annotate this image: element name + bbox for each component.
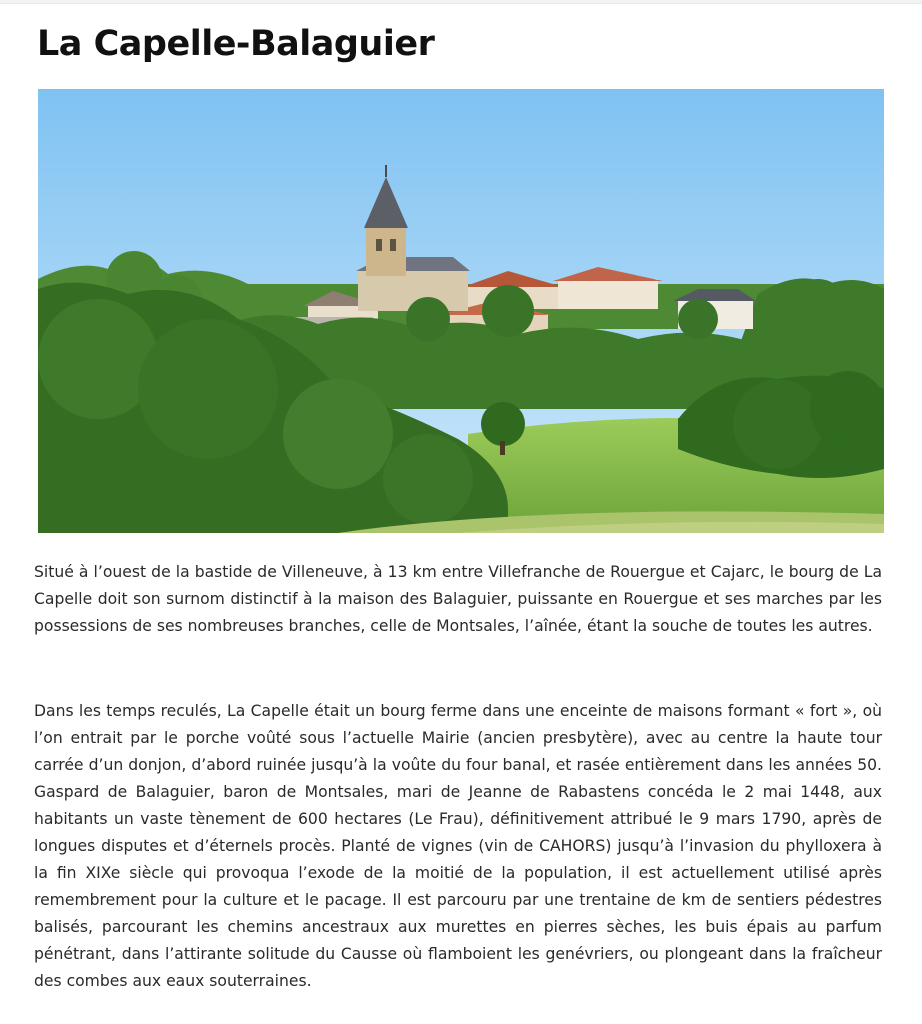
page-title: La Capelle-Balaguier	[37, 24, 435, 64]
village-photo	[38, 89, 884, 533]
top-divider	[0, 0, 922, 4]
history-paragraph: Dans les temps reculés, La Capelle était un bourg ferme dans une enceinte de maisons formant « fort », où l’on entrait par le porche voûté sous l’actuelle Mairie (ancien presbytère), avec au centre la haute tour carrée d’un donjon, d’abord ruinée jusqu’à la voûte du four banal, et rasée entièrement dans les années 50. Gaspard de Balaguier, baron de Montsales, mari de Jeanne de Rabastens concéda le 2 mai 1448, aux habitants un vaste tènement de 600 hectares (Le Frau), définitivement attribué le 9 mars 1790, après de longues disputes et d’éternels procès. Planté de vignes (vin de CAHORS) jusqu’à l’invasion du phylloxera à la fin XIXe siècle qui provoqua l’exode de la moitié de la population, il est actuellement utilisé après remembrement pour la culture et le pacage. Il est parcouru par une trentaine de km de sentiers pédestres balisés, parcourant les chemins ancestraux aux murettes en pierres sèches, les buis épais au parfum pénétrant, dans l’attirante solitude du Causse où flamboient les genévriers, ou plongeant dans la fraîcheur des combes aux eaux souterraines.	[34, 702, 882, 990]
intro-paragraph: Situé à l’ouest de la bastide de Villeneuve, à 13 km entre Villefranche de Rouergue et Cajarc, le bourg de La Capelle doit son surnom distinctif à la maison des Balaguier, puissante en Rouergue et ses marches par les possessions de ses nombreuses branches, celle de Montsales, l’aînée, étant la souche de toutes les autres.	[34, 563, 882, 635]
